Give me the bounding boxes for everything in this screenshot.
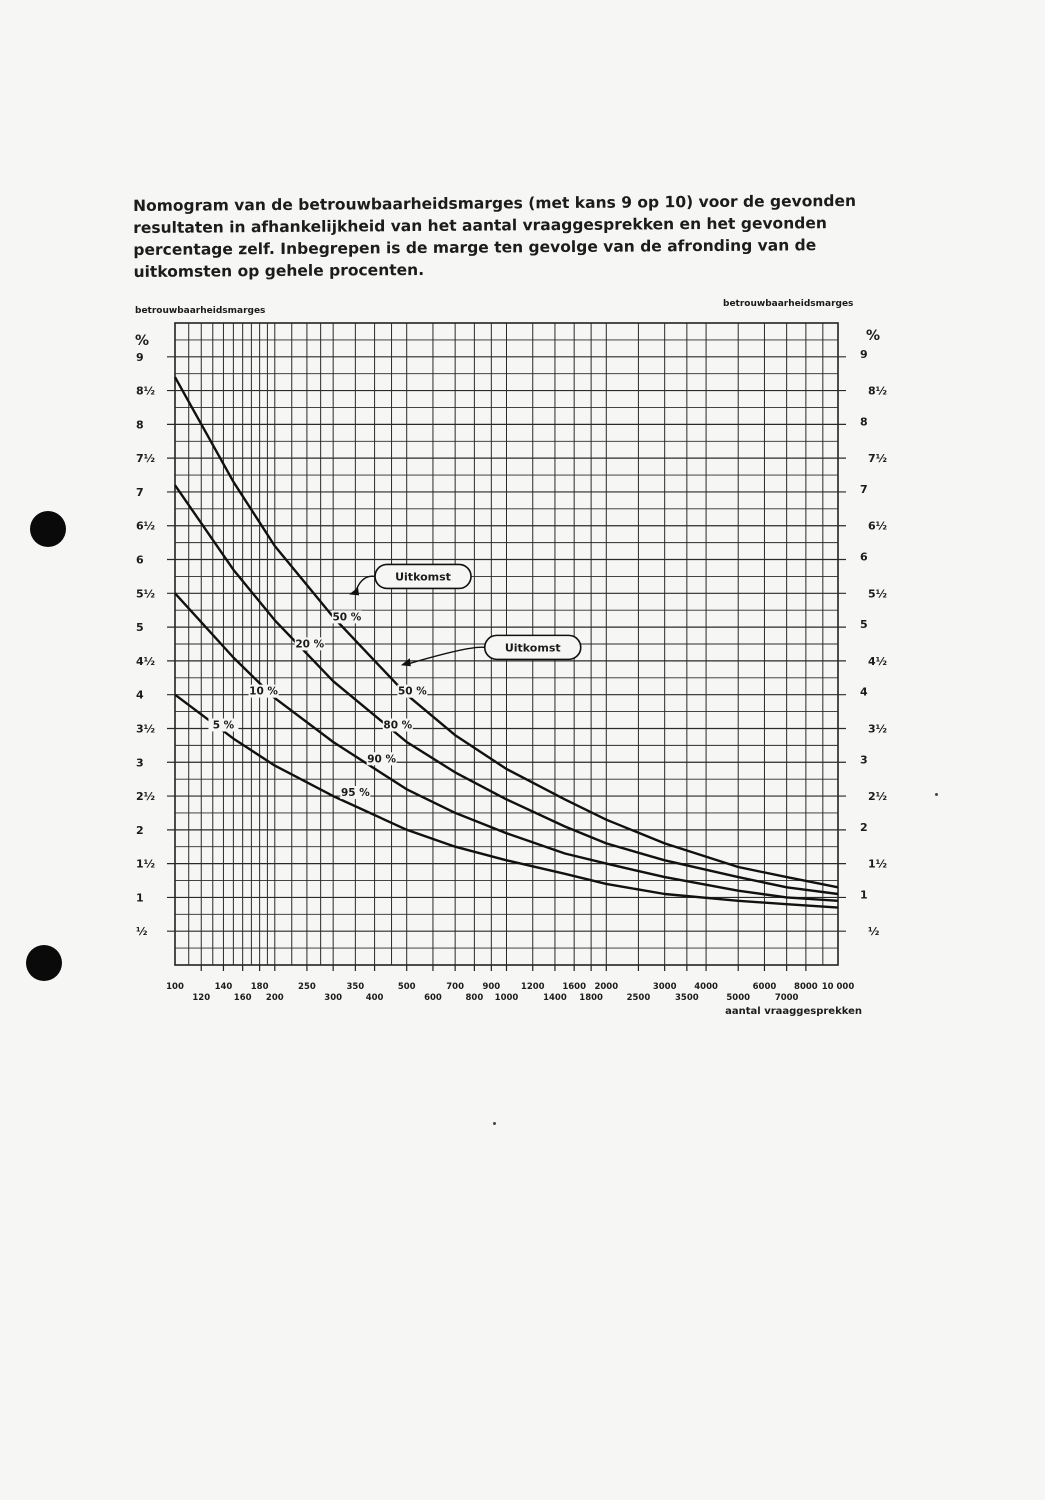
y-tick-label-right: 8½: [868, 384, 888, 398]
y-unit-left: %: [135, 333, 150, 349]
x-tick-label-top: 180: [250, 982, 269, 992]
y-tick-label-left: 7: [136, 485, 144, 499]
x-tick-label-bottom: 2500: [626, 993, 651, 1003]
x-axis-label: aantal vraaggesprekken: [725, 1006, 862, 1017]
x-tick-label-bottom: 1800: [579, 993, 603, 1003]
x-tick-label-bottom: 7000: [774, 993, 799, 1003]
curve-label: 95 %: [340, 787, 370, 800]
x-tick-label-top: 1600: [562, 982, 587, 992]
y-tick-label-right: 7: [860, 482, 868, 496]
x-tick-label-top: 6000: [752, 982, 777, 992]
y-tick-label-left: 8½: [136, 384, 156, 398]
callout-label: Uitkomst: [395, 570, 451, 584]
y-tick-label-right: 4½: [868, 654, 888, 668]
y-tick-label-right: 1: [860, 888, 868, 902]
x-tick-label-bottom: 5000: [726, 993, 751, 1003]
chart-title: Nomogram van de betrouwbaarheidsmarges (met kans 9 op 10) voor de gevonden resultaten in afhankelijkheid van het aantal vraaggesprekken en het gevonden percentage zelf. Inbegrepen is de marge ten gevolge van de afronding van de uitkomsten op gehele procenten.: [133, 191, 857, 281]
y-tick-label-left: 3: [136, 756, 144, 770]
x-tick-label-bottom: 200: [265, 993, 284, 1003]
y-tick-label-left: 1½: [136, 857, 156, 871]
y-tick-label-right: 5½: [868, 587, 888, 601]
y-tick-label-right: 8: [860, 415, 868, 429]
y-tick-label-left: 6: [136, 553, 144, 567]
x-tick-label-top: 100: [166, 982, 184, 992]
x-tick-label-bottom: 800: [465, 993, 484, 1003]
y-tick-label-left: 1: [136, 891, 144, 905]
curve-label: 90 %: [367, 753, 397, 766]
y-tick-label-right: 2½: [868, 790, 888, 804]
y-tick-label-right: 3: [860, 753, 868, 767]
x-tick-label-bottom: 400: [365, 993, 384, 1003]
curve-label: 5 %: [212, 719, 235, 732]
y-tick-label-right: 7½: [868, 452, 888, 466]
x-tick-label-top: 8000: [794, 982, 818, 992]
y-unit-right: %: [866, 328, 881, 344]
callout-arrow: [407, 647, 485, 664]
y-tick-label-left: 4½: [136, 654, 156, 668]
y-tick-label-right: 2: [860, 820, 868, 834]
x-tick-label-top: 3000: [652, 982, 677, 992]
callout-arrowhead: [349, 587, 359, 595]
curve-label: 20 %: [295, 638, 325, 651]
x-tick-label-top: 900: [482, 982, 501, 992]
y-tick-label-left: 5½: [136, 587, 156, 601]
x-tick-label-top: 10 000: [821, 982, 855, 992]
y-tick-label-right: 4: [860, 685, 868, 699]
y-tick-label-right: 1½: [868, 857, 888, 871]
y-axis-label-left: betrouwbaarheidsmarges: [135, 306, 266, 316]
x-tick-label-top: 4000: [694, 982, 718, 992]
x-tick-label-top: 250: [298, 982, 316, 992]
y-tick-label-left: 2½: [136, 790, 156, 804]
x-tick-label-top: 1200: [520, 982, 545, 992]
x-tick-label-bottom: 300: [324, 993, 343, 1003]
x-tick-label-bottom: 3500: [675, 993, 699, 1003]
y-tick-label-left: 6½: [136, 519, 156, 533]
y-tick-label-right: 9: [860, 347, 868, 361]
callout-label: Uitkomst: [504, 641, 561, 655]
x-tick-label-bottom: 1000: [494, 993, 519, 1003]
x-tick-label-top: 2000: [594, 982, 619, 992]
x-tick-label-bottom: 120: [192, 993, 211, 1003]
y-tick-label-right: ½: [868, 925, 880, 939]
y-tick-label-right: 6½: [868, 519, 888, 533]
y-tick-label-left: ½: [136, 925, 148, 939]
y-tick-label-left: 8: [136, 418, 144, 432]
y-tick-label-right: 5: [860, 618, 868, 632]
curve-label: 50 %: [332, 611, 362, 624]
x-tick-label-top: 700: [446, 982, 465, 992]
curve-label: 10 %: [249, 685, 278, 698]
x-tick-label-top: 140: [214, 982, 233, 992]
y-tick-label-left: 3½: [136, 722, 156, 736]
x-tick-label-top: 500: [397, 982, 416, 992]
y-tick-label-left: 5: [136, 621, 144, 635]
y-axis-label-right: betrouwbaarheidsmarges: [723, 299, 854, 309]
curve-label: 80 %: [383, 719, 413, 732]
callout-arrowhead: [401, 658, 411, 666]
curve-label: 50 %: [397, 685, 427, 698]
y-tick-label-left: 7½: [136, 452, 156, 466]
x-tick-label-top: 350: [346, 982, 365, 992]
x-tick-label-bottom: 1400: [543, 993, 567, 1003]
x-tick-label-bottom: 600: [424, 993, 442, 1003]
y-tick-label-left: 2: [136, 823, 144, 837]
x-tick-label-bottom: 160: [233, 993, 252, 1003]
y-tick-label-right: 6: [860, 550, 868, 564]
y-tick-label-right: 3½: [868, 722, 888, 736]
y-tick-label-left: 9: [136, 350, 144, 364]
y-tick-label-left: 4: [136, 688, 144, 702]
